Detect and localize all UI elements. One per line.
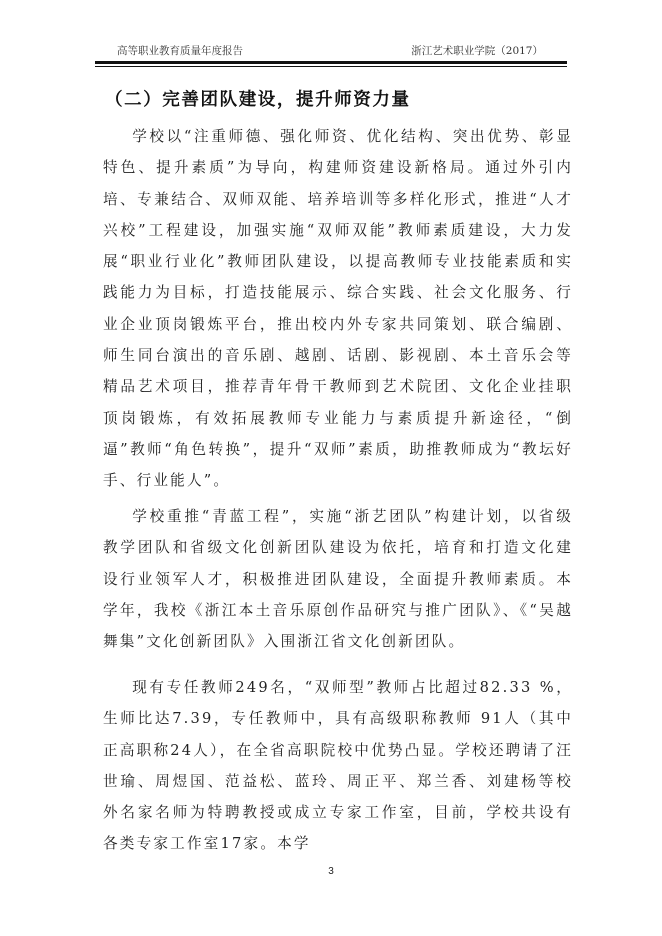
- header-report-title: 高等职业教育质量年度报告: [117, 45, 243, 57]
- page-number: 3: [328, 866, 334, 877]
- header-rule-thin: [95, 66, 567, 67]
- paragraph-faculty-stats: 现有专任教师249名，“双师型”教师占比超过82.33 %，生师比达7.39，专任教师中，具有高级职称教师 91人（其中正高职称24人），在全省高职院校中优势凸显。学校还聘请了汪世瑜、周煜国、范益松、蓝玲、周正平、郑兰香、刘建杨等校外名家名师为特聘教授或成立专家工作室，目前，学校共设有各类专家工作室17家。本学: [103, 679, 573, 853]
- paragraph-team-building: 学校以“注重师德、强化师资、优化结构、突出优势、彰显特色、提升素质”为导向，构建师资建设新格局。通过外引内培、专兼结合、双师双能、培养培训等多样化形式，推进“人才兴校”工程建设，加强实施“双师双能”教师素质建设，大力发展“职业行业化”教师团队建设，以提高教师专业技能素质和实践能力为目标，打造技能展示、综合实践、社会文化服务、行业企业顶岗锻炼平台，推出校内外专家共同策划、联合编剧、师生同台演出的音乐剧、越剧、话剧、影视剧、本土音乐会等精品艺术项目，推荐青年骨干教师到艺术院团、文化企业挂职顶岗锻炼，有效拓展教师专业能力与素质提升新途径，“倒逼”教师“角色转换”，提升“双师”素质，助推教师成为“教坛好手、行业能人”。: [103, 128, 573, 490]
- header-rule-thick: [95, 61, 567, 64]
- page-header: [95, 44, 567, 66]
- paragraph-blue-green-project: 学校重推“青蓝工程”，实施“浙艺团队”构建计划，以省级教学团队和省级文化创新团队建设为依托，培育和打造文化建设行业领军人才，积极推进团队建设，全面提升教师素质。本学年，我校《浙江本土音乐原创作品研究与推广团队》、《“吴越舞集”文化创新团队》入围浙江省文化创新团队。: [103, 508, 573, 651]
- section-title: （二）完善团队建设，提升师资力量: [105, 90, 411, 110]
- header-institution: 浙江艺术职业学院（2017）: [411, 45, 543, 57]
